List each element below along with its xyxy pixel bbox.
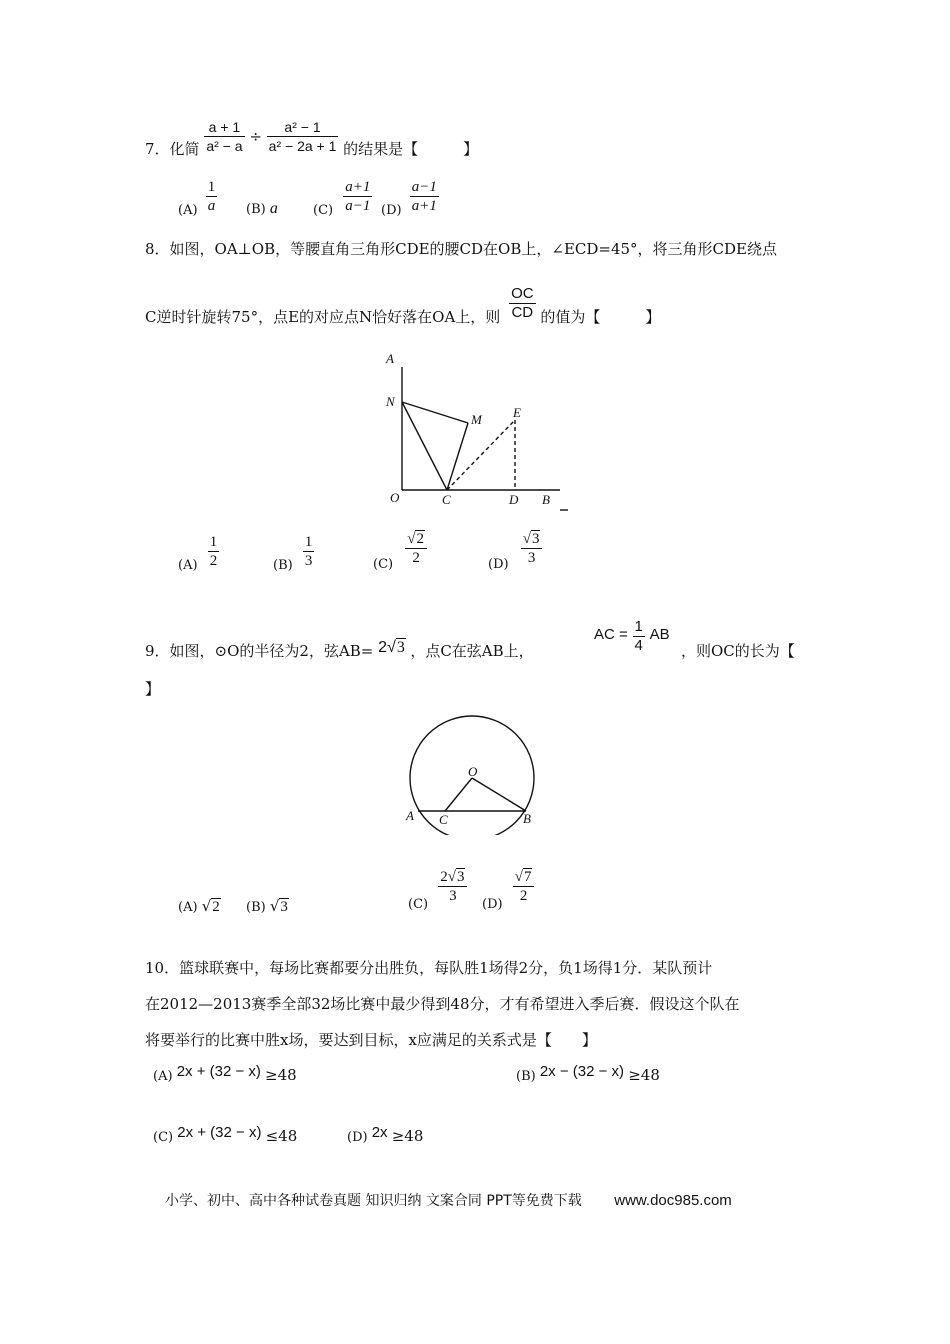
segment-ce-dashed — [447, 420, 515, 490]
q9-line-2: 】 — [145, 680, 161, 698]
q9-line-1: 9．如图，⊙O的半径为2，弦AB= 2√3 ，点C在弦AB上， — [145, 639, 534, 660]
q10-option-c: (C) 2x + (32 − x) ≤48 — [153, 1124, 298, 1145]
q8-option-a: (A) $\frac{1}{2}$ — [178, 534, 218, 573]
q7-fraction-2: $\frac{\text{a² − 1}}{\text{a² − 2a + 1}}$ — [268, 119, 337, 154]
label-d: D — [509, 492, 519, 507]
q10-option-b: (B) 2x − (32 − x) ≥48 — [516, 1063, 660, 1084]
label-c: C — [442, 492, 451, 507]
q10-line-2: 在2012—2013赛季全部32场比赛中最少得到48分，才有希望进入季后赛．假设这个队在 — [145, 995, 740, 1013]
question-7 — [145, 118, 479, 158]
label-n: N — [386, 394, 395, 409]
q9-ac-formula: AC = $\frac{1}{4}$ AB — [594, 618, 670, 654]
q8-option-b: (B) $\frac{1}{3}$ — [273, 534, 313, 573]
q7-option-b: (B) a — [246, 200, 278, 217]
label-b: B — [542, 492, 550, 507]
q8-option-c: (C) $\frac{√2}{2}$ — [373, 530, 427, 567]
segment-oc — [445, 778, 472, 811]
q9-figure — [400, 710, 550, 835]
q10-line-1: 10．篮球联赛中，每场比赛都要分出胜负，每队胜1场得2分，负1场得1分．某队预计 — [145, 959, 713, 977]
q8-line-1: 8．如图，OA⊥OB，等腰直角三角形CDE的腰CD在OB上，∠ECD=45°，将三角形CDE绕点 — [145, 240, 778, 258]
label-m: M — [471, 412, 482, 427]
q7-suffix: 的结果是【 】 — [343, 140, 479, 158]
q9-chord-length: 2√3 — [378, 639, 405, 656]
label-c: C — [439, 812, 448, 827]
label-b: B — [523, 811, 531, 826]
q8-line-2: C逆时针旋转75°，点E的对应点N恰好落在OA上，则 $\frac{OC}{CD}$ 的值为【 】 — [145, 285, 661, 326]
q9-option-d: (D) $\frac{√7}{2}$ — [482, 868, 534, 905]
q7-divide-sign: ÷ — [249, 127, 262, 146]
q10-option-d: (D) 2x ≥48 — [347, 1124, 424, 1145]
q8-figure — [380, 345, 580, 520]
q8-option-d: (D) $\frac{√3}{3}$ — [488, 530, 542, 567]
label-o: O — [468, 764, 478, 779]
label-o: O — [390, 490, 400, 505]
q9-option-a: (A) √2 — [178, 897, 220, 915]
footer-url[interactable]: www.doc985.com — [614, 1192, 732, 1209]
q10-option-a: (A) 2x + (32 − x) ≥48 — [153, 1063, 297, 1084]
q9-line-1-end: ，则OC的长为【 — [681, 642, 795, 660]
q8-fraction-oc-cd: $\frac{OC}{CD}$ — [511, 285, 534, 321]
q7-prefix: 7．化简 — [145, 140, 200, 158]
footer — [165, 1190, 732, 1210]
q7-fraction-1: $\frac{a + 1}{\text{a² − a}}$ — [206, 119, 243, 154]
segment-nc — [402, 402, 447, 490]
q7-option-d: (D) $\frac{a-1}{a+1}$ — [381, 179, 437, 218]
footer-text: 小学、初中、高中各种试卷真题 知识归纳 文案合同 PPT等免费下载 — [165, 1193, 582, 1209]
segment-ob — [472, 778, 526, 811]
label-a: A — [386, 351, 394, 366]
q7-option-a: (A) $\frac{1}{a}$ — [178, 179, 216, 218]
q9-option-c: (C) $\frac{2√3}{3}$ — [408, 868, 467, 905]
q7-option-c: (C) $\frac{a+1}{a-1}$ — [313, 179, 371, 218]
q9-option-b: (B) √3 — [246, 897, 288, 915]
label-a: A — [406, 808, 414, 823]
label-e: E — [513, 405, 521, 420]
q10-line-3: 将要举行的比赛中胜x场，要达到目标，x应满足的关系式是【 】 — [145, 1031, 597, 1049]
